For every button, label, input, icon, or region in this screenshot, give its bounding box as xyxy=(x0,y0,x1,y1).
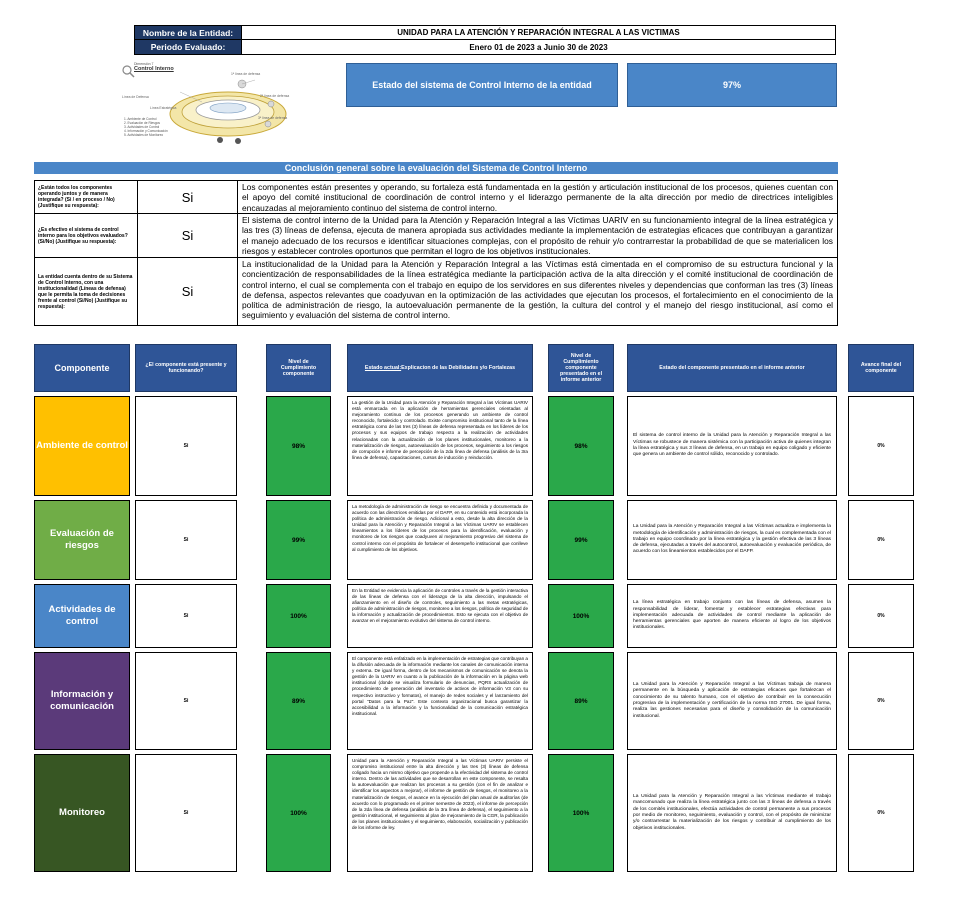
prev-level-value: 89% xyxy=(548,652,614,750)
level-value: 89% xyxy=(266,652,331,750)
th-level: Nivel de Cumplimiento componente xyxy=(266,344,331,392)
period-value: Enero 01 de 2023 a Junio 30 de 2023 xyxy=(242,40,836,55)
present-value: Si xyxy=(135,584,237,648)
prev-level-value: 99% xyxy=(548,500,614,580)
conclusion-answer: Si xyxy=(138,258,238,326)
prev-state-text: La Unidad para la Atención y Reparación Integral a las Víctimas trabaja de manera permanente en la búsqueda y aplicación de estrategias eficaces que fortalezcan el conocimiento de su talento humano, con el objetivo de contribuir en la consecución progresiva de la implementación y certificación de la norma ISO 27001. De igual forma, realiza las gestiones necesarias para el diseño y consolidación de la comunicación institucional. xyxy=(627,652,837,750)
advance-value: 0% xyxy=(848,652,914,750)
level-value: 100% xyxy=(266,584,331,648)
prev-level-value: 100% xyxy=(548,754,614,872)
diagram-label: Línea Estratégica xyxy=(150,106,177,110)
prev-level-value: 98% xyxy=(548,396,614,496)
advance-value: 0% xyxy=(848,500,914,580)
diagram-label: 3ª línea de defensa xyxy=(258,116,288,120)
diagram-label: Línea de Defensa xyxy=(122,95,149,99)
th-prev-level: Nivel de Cumplimiento componente presentado en el informe anterior xyxy=(548,344,614,392)
advance-value: 0% xyxy=(848,396,914,496)
conclusion-title: Conclusión general sobre la evaluación del Sistema de Control Interno xyxy=(34,162,838,174)
advance-value: 0% xyxy=(848,584,914,648)
current-state-text: En la Entidad se evidencia la aplicación de controles a través de la gestión interactiva de las líneas de defensa con el liderazgo de la alta dirección, impulsando el afianzamiento en el diseño de controles, seguimiento a las metas estratégicas, política de administración de riesgos, monitoreo a los riesgos, política de seguridad de la información y actualización de procedimientos. Esto se ejecuta con el objetivo de avanzar en el mejoramiento evolutivo del sistema de control interno. xyxy=(347,584,533,648)
diagram-list xyxy=(124,117,168,137)
present-value: Si xyxy=(135,754,237,872)
prev-level-value: 100% xyxy=(548,584,614,648)
th-advance: Avance final del componente xyxy=(848,344,914,392)
component-informacion: Información y comunicación xyxy=(34,652,130,750)
control-interno-diagram xyxy=(120,62,295,146)
th-present: ¿El componente está presente y funcionando? xyxy=(135,344,237,392)
advance-value: 0% xyxy=(848,754,914,872)
diagram-label: 1ª línea de defensa xyxy=(231,72,261,76)
component-ambiente: Ambiente de control xyxy=(34,396,130,496)
period-label: Periodo Evaluado: xyxy=(134,40,242,55)
present-value: Si xyxy=(135,396,237,496)
level-value: 98% xyxy=(266,396,331,496)
component-evaluacion: Evaluación de riesgos xyxy=(34,500,130,580)
conclusion-question: ¿Están todos los componentes operando juntos y de manera integrada? (Si / en proceso / No) (Justifique su respuesta): xyxy=(34,180,138,214)
diagram-list-item: 3. Actividades de Control xyxy=(124,125,160,129)
diagram-list-item: 4. Información y Comunicación xyxy=(124,129,168,133)
prev-state-text: La Unidad para la Atención y Reparación Integral a las Víctimas mediante el trabajo mancomunado que realiza la línea estratégica junto con las 3 líneas de defensa a través de los comités institucionales, efectúa actividades de control permanente a sus procesos por medio de monitoreo, seguimiento, evaluación y control, con el propósito de minimizar y/o contrarrestar la materialización de los riesgos y contribuir al cumplimiento de los objetivos institucionales. xyxy=(627,754,837,872)
conclusion-answer: Si xyxy=(138,214,238,258)
current-state-text: La gestión de la Unidad para la Atención y Reparación Integral a las Víctimas UARIV está enmarcada en la aplicación de herramientas gerenciales orientadas al mejoramiento continuo de los procesos generando un ambiente de control reconocido, fortalecido y controlado. Existe compromiso institucional tanto de la línea estratégica como de las tres (3) líneas de defensa representada en los líderes de los procesos y sus equipos de trabajo respecto a la realización de actividades relacionadas con la actualización de los planes institucionales, monitoreo a la materialización de riesgos, autoevaluación de los procesos, seguimiento a los riesgos de corrupción e informe de percepción de la 2da línea de defensa (análisis de la 3ra línea de defensa), capacitaciones, cursos de inducción y reinducción. xyxy=(347,396,533,496)
th-component: Componente xyxy=(34,344,130,392)
diagram-list-item: 2. Evaluación de Riesgos xyxy=(124,121,160,125)
level-value: 100% xyxy=(266,754,331,872)
th-current-rest: Explicacion de las Debilidades y/o Fortalezas xyxy=(401,365,516,371)
conclusion-question: La entidad cuenta dentro de su Sistema de Control Interno, con una institucionalidad (Líneas de defensa) que le permita la toma de decisiones frente al control (Si/No) (Justifique su respuesta): xyxy=(34,258,138,326)
prev-state-text: La línea estratégica en trabajo conjunto con las líneas de defensa, asumen la responsabilidad de liderar, fomentar y establecer estrategias efectivas para implementación adecuada de actividades de control mediante la aplicación de herramientas gerenciales que aporten de manera eficiente al logro de los objetivos institucionales. xyxy=(627,584,837,648)
component-actividades: Actividades de control xyxy=(34,584,130,648)
entity-value: UNIDAD PARA LA ATENCIÓN Y REPARACIÓN INTEGRAL A LAS VICTIMAS xyxy=(242,25,836,40)
diagram-title-small: Dimensión 7 xyxy=(134,62,154,66)
status-value: 97% xyxy=(627,63,837,107)
diagram-title: Control Interno xyxy=(134,66,174,72)
entity-label: Nombre de la Entidad: xyxy=(134,25,242,40)
prev-state-text: La Unidad para la Atención y Reparación Integral a las Víctimas actualiza e implementa la metodología de identificación y administración de riesgos, la cual es complementada con el trabajo en equipo coordinado por la línea estratégica y la gestión efectiva de las 3 líneas de defensa, ejecutadas a través del autocontrol, autoevaluación y evaluación periódica, de acuerdo con los lineamientos establecidos por el DAFP. xyxy=(627,500,837,580)
current-state-text: Unidad para la Atención y Reparación Integral a las Víctimas UARIV persiste el compromiso institucional entre la alta dirección y las tres (3) líneas de defensa coligado hacia un mismo objetivo que propende a la efectividad del sistema de control interno. Dentro de las actividades que se desarrollan en este componente, se resalta la autoevaluación que realizan los procesos a su gestión (con el fin de analizar e identificar los aspectos a mejorar), el informe de gestión de riesgos, el monitoreo a la materialización de riesgos, el avance en la ejecución del plan anual de auditorías (de acuerdo con lo programado en el primer semestre de 2023), el informe de percepción de la 2da línea de defensa (análisis de la 3ra línea de defensa), el seguimiento a la gestión institucional, el seguimiento al plan de mejoramiento de la CGR, la publicación de los planes institucionales y el seguimiento, elaboración, socialización y publicación de los informe de ley. xyxy=(347,754,533,872)
diagram-list-item: 5. Actividades de Monitoreo xyxy=(124,133,164,137)
component-monitoreo: Monitoreo xyxy=(34,754,130,872)
current-state-text: El componente está enfatizado en la implementación de estrategias que contribuyan a la difusión adecuada de la información mediante los canales de comunicación interna y externa. De igual forma, dentro de los mecanismos de comunicación se denota la gestión de la UARIV en cuanto a la publicación de la información en la página web institucional (donde se visualiza formulario de denuncias, PQRS actualización de procedimiento de generación del inventario de activos de información V3 con su respectivo instructivo y formatos), el manejo de redes sociales y el lanzamiento del portal "Datos para la Paz". Este contexto organizacional busca garantizar la accesibilidad a la información y la funcionalidad de la comunicación estratégica institucional. xyxy=(347,652,533,750)
diagram-label: 2ª línea de defensa xyxy=(260,94,290,98)
conclusion-question: ¿Es efectivo el sistema de control interno para los objetivos evaluados? (Si/No) (Justifique su respuesta): xyxy=(34,214,138,258)
status-label: Estado del sistema de Control Interno de la entidad xyxy=(346,63,618,107)
conclusion-comment: Los componentes están presentes y operando, su fortaleza está fundamentada en la gestión y articulación institucional de los procesos, quienes cuentan con el apoyo del comité institucional de coordinación de control interno y el liderazgo permanente de la alta dirección por medio de directrices inteligibles encauzadas al mejoramiento continuo del sistema de control interno. xyxy=(238,180,838,214)
present-value: Si xyxy=(135,500,237,580)
th-prev-state: Estado del componente presentado en el informe anterior xyxy=(627,344,837,392)
diagram-list-item: 1. Ambiente de Control xyxy=(124,117,157,121)
conclusion-comment: La institucionalidad de la Unidad para la Atención y Reparación Integral a las Víctimas está cimentada en el compromiso de su estructura funcional y la concientización de responsabilidades de la línea estratégica mediante la participación activa de la alta dirección y el comité institucional de coordinación de control interno, el cual se complementa con el trabajo en equipo de los servidores en sus diferentes niveles y dependencias que conforman las tres (3) líneas de defensa, aspectos relevantes que coadyuvan en la optimización de las actividades que ejecutan los procesos, el fortalecimiento en el conocimiento de la política de administración de riesgo, la autoevaluación permanente de la gestión, la cultura del control y el manejo del riesgo institucional, así como el seguimiento y evaluación del sistema de control interno. xyxy=(238,258,838,326)
prev-state-text: El sistema de control interno de la Unidad para la Atención y Reparación Integral a las Víctimas se robustece de manera sistémica con la participación activa de quienes integran la línea estratégica y sus 3 líneas de defensa, en un trabajo en equipo coligado y eficiente que genera un ambiente de control sólido, reconocido y controlado. xyxy=(627,396,837,496)
conclusion-answer: Si xyxy=(138,180,238,214)
current-state-text: La metodología de administración de riesgo se encuentra definida y documentada de acuerdo con las directrices emitidas por el DAFP, en su contenido está incorporada la política de administración de riesgo. Adicional a esto, desde la alta dirección de la Unidad para la Atención y Reparación Integral a las Víctimas UARIV se establecen lineamientos a los líderes de los procesos para la identificación, evaluación y monitoreo de los riesgos que coadyuven al mejoramiento progresivo del sistema de control interno con el propósito de fortalecer el desempeño institucional que conlleve al cumplimiento de los objetivos. xyxy=(347,500,533,580)
present-value: Si xyxy=(135,652,237,750)
th-current-state xyxy=(347,344,533,392)
conclusion-comment: El sistema de control interno de la Unidad para la Atención y Reparación Integral a las Víctimas UARIV en su funcionamiento integral de la línea estratégica y las tres (3) líneas de defensa, ejecuta de manera apropiada sus actividades mediante la implementación de estrategias eficaces que contribuyan a garantizar el manejo adecuado de los recursos e identificar situaciones complejas, con el propósito de rehuir y/o contrarrestar la probabilidad de que se materialicen los riesgos y establecer controles oportunos que permitan el logro de los objetivos institucionales. xyxy=(238,214,838,258)
th-current-prefix: Estado actual: xyxy=(364,365,402,371)
level-value: 99% xyxy=(266,500,331,580)
